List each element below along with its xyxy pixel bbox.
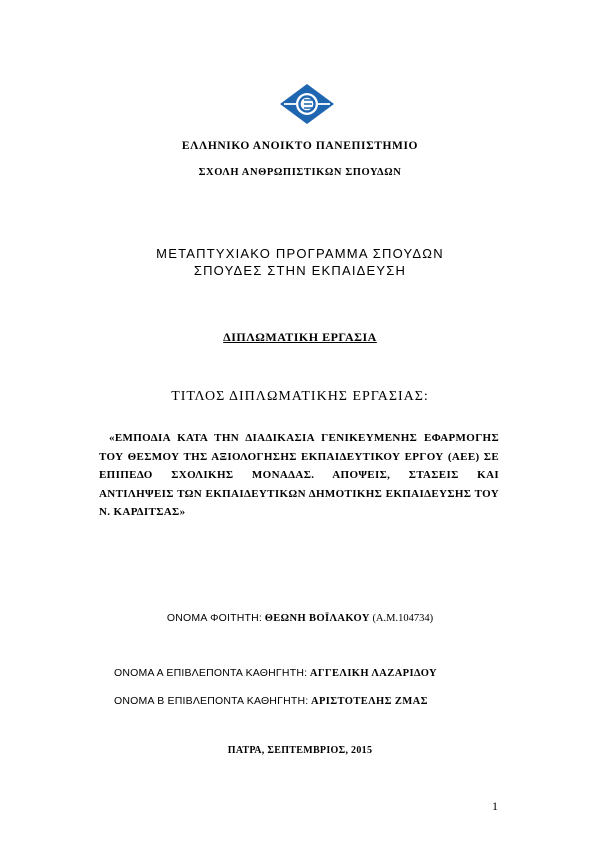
supervisor-b-name: ΑΡΙΣΤΟΤΕΛΗΣ ΖΜΑΣ [311,696,428,707]
student-id: (Α.Μ.104734) [372,613,434,624]
university-logo-icon [278,82,336,126]
program-subtitle: ΣΠΟΥΔΕΣ ΣΤΗΝ ΕΚΠΑΙΔΕΥΣΗ [193,263,407,278]
program-title: ΜΕΤΑΠΤΥΧΙΑΚΟ ΠΡΟΓΡΑΜΜΑ ΣΠΟΥΔΩΝ [156,246,444,261]
thesis-title-label: ΤΙΤΛΟΣ ΔΙΠΛΩΜΑΤΙΚΗΣ ΕΡΓΑΣΙΑΣ: [171,389,429,404]
supervisor-b-line [114,695,428,707]
supervisor-a-line [114,667,437,679]
supervisor-b-label: ΟΝΟΜΑ Β ΕΠΙΒΛΕΠΟΝΤΑ ΚΑΘΗΓΗΤΗ: [114,695,309,707]
school-name: ΣΧΟΛΗ ΑΝΘΡΩΠΙΣΤΙΚΩΝ ΣΠΟΥΔΩΝ [198,167,402,178]
thesis-heading: ΔΙΠΛΩΜΑΤΙΚΗ ΕΡΓΑΣΙΑ [223,330,377,344]
supervisor-a-name: ΑΓΓΕΛΙΚΗ ΛΑΖΑΡΙΔΟΥ [309,668,437,679]
university-name: ΕΛΛΗΝΙΚΟ ΑΝΟΙΚΤΟ ΠΑΝΕΠΙΣΤΗΜΙΟ [181,140,419,152]
place-date: ΠΑΤΡΑ, ΣΕΠΤΕΜΒΡΙΟΣ, 2015 [227,745,373,756]
student-line [0,612,600,624]
student-name: ΘΕΩΝΗ ΒΟΪΛΑΚΟΥ [264,613,370,624]
supervisor-a-label: ΟΝΟΜΑ Α ΕΠΙΒΛΕΠΟΝΤΑ ΚΑΘΗΓΗΤΗ: [114,667,308,679]
page-number: 1 [492,799,498,813]
student-label: ΟΝΟΜΑ ΦΟΙΤΗΤΗ: [166,612,263,624]
thesis-title-text: «ΕΜΠΟΔΙΑ ΚΑΤΑ ΤΗΝ ΔΙΑΔΙΚΑΣΙΑ ΓΕΝΙΚΕΥΜΕΝΗΣ ΕΦΑΡΜΟΓΗΣ ΤΟΥ ΘΕΣΜΟΥ ΤΗΣ ΑΞΙΟΛΟΓΗΣΗΣ ΕΚΠΑΙΔΕΥΤΙΚΟΥ ΕΡΓΟΥ (ΑΕΕ) ΣΕ ΕΠΙΠΕΔΟ ΣΧΟΛΙΚΗΣ ΜΟΝΑΔΑΣ. ΑΠΟΨΕΙΣ, ΣΤΑΣΕΙΣ ΚΑΙ ΑΝΤΙΛΗΨΕΙΣ ΤΩΝ ΕΚΠΑΙΔΕΥΤΙΚΩΝ ΔΗΜΟΤΙΚΗΣ ΕΚΠΑΙΔΕΥΣΗΣ ΤΟΥ Ν. ΚΑΡΔΙΤΣΑΣ» [99,432,499,519]
